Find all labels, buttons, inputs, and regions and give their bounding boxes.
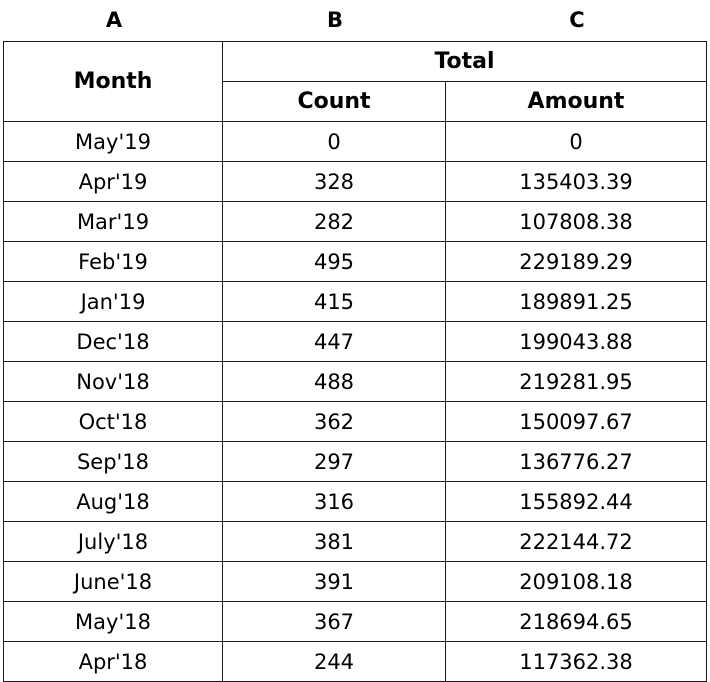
amount-cell[interactable]: 155892.44: [446, 482, 707, 522]
count-cell[interactable]: 447: [223, 322, 446, 362]
count-cell[interactable]: 328: [223, 162, 446, 202]
count-cell[interactable]: 297: [223, 442, 446, 482]
amount-cell[interactable]: 219281.95: [446, 362, 707, 402]
month-cell[interactable]: Sep'18: [4, 442, 223, 482]
count-cell[interactable]: 495: [223, 242, 446, 282]
month-cell[interactable]: Oct'18: [4, 402, 223, 442]
table-row: [4, 122, 707, 162]
month-header[interactable]: Month: [4, 42, 223, 122]
column-letter-b: B: [326, 8, 343, 32]
count-cell[interactable]: 381: [223, 522, 446, 562]
month-cell[interactable]: Nov'18: [4, 362, 223, 402]
table-row: [4, 482, 707, 522]
amount-cell[interactable]: 135403.39: [446, 162, 707, 202]
table-row: [4, 442, 707, 482]
month-cell[interactable]: May'18: [4, 602, 223, 642]
month-cell[interactable]: Apr'18: [4, 642, 223, 682]
table-row: [4, 162, 707, 202]
column-letters: [0, 0, 710, 42]
month-cell[interactable]: Apr'19: [4, 162, 223, 202]
total-group-header[interactable]: Total: [223, 42, 707, 82]
table-row: [4, 562, 707, 602]
table-row: [4, 602, 707, 642]
amount-cell[interactable]: 222144.72: [446, 522, 707, 562]
count-cell[interactable]: 0: [223, 122, 446, 162]
data-table: [3, 41, 707, 682]
month-cell[interactable]: Mar'19: [4, 202, 223, 242]
month-cell[interactable]: May'19: [4, 122, 223, 162]
month-cell[interactable]: Feb'19: [4, 242, 223, 282]
count-header[interactable]: Count: [223, 82, 446, 122]
amount-cell[interactable]: 199043.88: [446, 322, 707, 362]
amount-cell[interactable]: 189891.25: [446, 282, 707, 322]
table-row: [4, 362, 707, 402]
month-cell[interactable]: Jan'19: [4, 282, 223, 322]
count-cell[interactable]: 415: [223, 282, 446, 322]
column-letter-a: A: [105, 8, 123, 32]
count-cell[interactable]: 488: [223, 362, 446, 402]
amount-cell[interactable]: 229189.29: [446, 242, 707, 282]
amount-cell[interactable]: 117362.38: [446, 642, 707, 682]
amount-cell[interactable]: 218694.65: [446, 602, 707, 642]
table-row: [4, 202, 707, 242]
month-cell[interactable]: Dec'18: [4, 322, 223, 362]
amount-cell[interactable]: 136776.27: [446, 442, 707, 482]
month-cell[interactable]: Aug'18: [4, 482, 223, 522]
table-row: [4, 322, 707, 362]
amount-cell[interactable]: 0: [446, 122, 707, 162]
count-cell[interactable]: 316: [223, 482, 446, 522]
amount-cell[interactable]: 150097.67: [446, 402, 707, 442]
count-cell[interactable]: 367: [223, 602, 446, 642]
month-cell[interactable]: June'18: [4, 562, 223, 602]
table-row: [4, 282, 707, 322]
table-row: [4, 642, 707, 682]
count-cell[interactable]: 282: [223, 202, 446, 242]
count-cell[interactable]: 244: [223, 642, 446, 682]
count-cell[interactable]: 362: [223, 402, 446, 442]
table-row: [4, 402, 707, 442]
amount-cell[interactable]: 209108.18: [446, 562, 707, 602]
month-cell[interactable]: July'18: [4, 522, 223, 562]
column-letter-c: C: [569, 8, 585, 32]
count-cell[interactable]: 391: [223, 562, 446, 602]
table-body: [4, 122, 707, 682]
amount-cell[interactable]: 107808.38: [446, 202, 707, 242]
amount-header[interactable]: Amount: [446, 82, 707, 122]
table-row: [4, 242, 707, 282]
table-row: [4, 522, 707, 562]
